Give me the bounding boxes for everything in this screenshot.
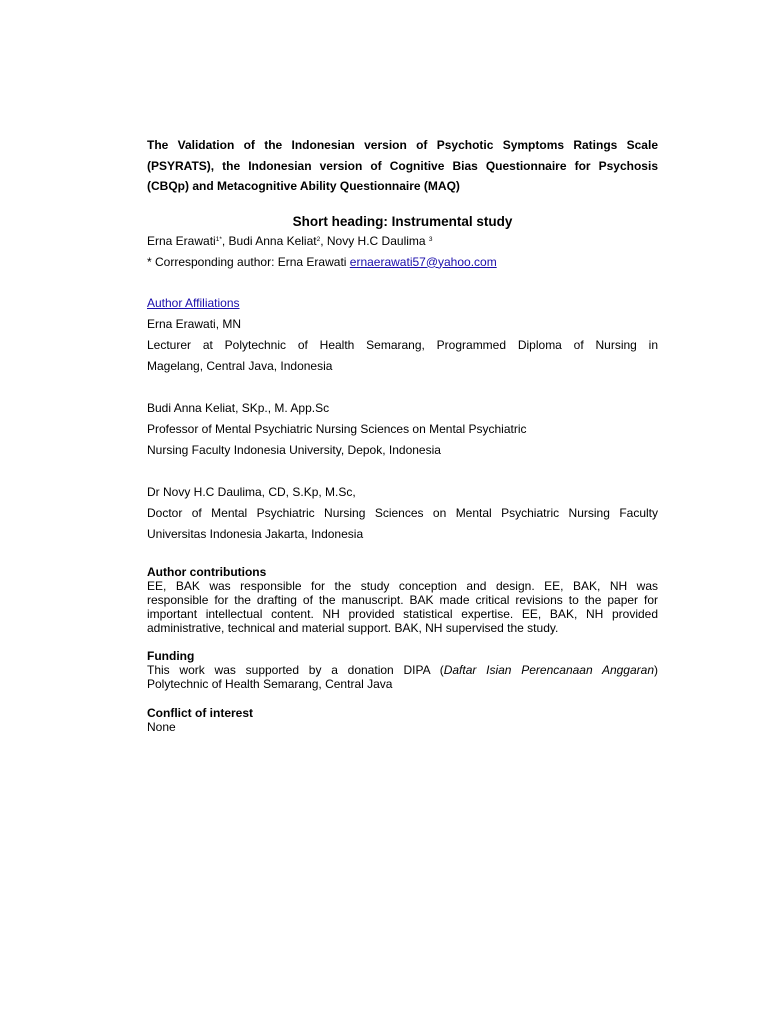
contributions-line-4: administrative, technical and material support. BAK, NH supervised the study. [147, 621, 559, 636]
affiliation-2-line-2: Nursing Faculty Indonesia University, Depok, Indonesia [147, 442, 441, 457]
author-2-sup: 2 [316, 235, 321, 243]
conflict-heading: Conflict of interest [147, 706, 254, 721]
affiliation-3-text [147, 503, 658, 545]
author-1: Erna Erawati [147, 233, 216, 248]
title-line-2: (PSYRATS), the Indonesian version of Cognitive Bias Questionnaire for Psychosis [147, 158, 658, 173]
funding-text-before: This work was supported by a donation DIPA ( [147, 662, 444, 677]
author-separator-1: , Budi Anna Keliat [221, 233, 317, 248]
author-3-sup: 3 [428, 235, 433, 243]
funding-text-after: ) [654, 662, 658, 677]
short-heading: Short heading: Instrumental study [292, 213, 513, 229]
affiliation-1-line-1: Lecturer at Polytechnic of Health Semarang, Programmed Diploma of Nursing in [147, 337, 658, 352]
contributions-heading: Author contributions [147, 564, 267, 579]
corresponding-author [147, 252, 658, 273]
funding-line-2: Polytechnic of Health Semarang, Central Java [147, 676, 393, 691]
author-separator-2: , Novy H.C Daulima [320, 233, 426, 248]
affiliation-3-name: Dr Novy H.C Daulima, CD, S.Kp, M.Sc, [147, 484, 356, 499]
affiliation-1-name: Erna Erawati, MN [147, 316, 242, 331]
contributions-line-1: EE, BAK was responsible for the study conception and design. EE, BAK, NH was [147, 578, 658, 593]
spacer [147, 691, 658, 706]
funding-body [147, 663, 658, 692]
author-1-sup: 1* [215, 235, 222, 243]
spacer [147, 545, 658, 565]
affiliation-2-name: Budi Anna Keliat, SKp., M. App.Sc [147, 400, 330, 415]
document-page [147, 135, 658, 735]
spacer [147, 636, 658, 649]
paper-title [147, 135, 658, 197]
funding-italic: Daftar Isian Perencanaan Anggaran [443, 662, 654, 677]
affiliation-1-text [147, 335, 658, 377]
contributions-body [147, 579, 658, 636]
title-line-3: (CBQp) and Metacognitive Ability Questionnaire (MAQ) [147, 179, 460, 193]
contributions-line-2: responsible for the drafting of the manuscript. BAK made critical revisions to the paper for [147, 592, 658, 607]
affiliation-1-line-2: Magelang, Central Java, Indonesia [147, 358, 333, 373]
spacer [147, 377, 658, 398]
title-line-1: The Validation of the Indonesian version of Psychotic Symptoms Ratings Scale [147, 138, 658, 152]
corresponding-label: * Corresponding author: Erna Erawati [147, 254, 350, 269]
funding-heading: Funding [147, 648, 195, 663]
author-affiliations-link[interactable]: Author Affiliations [147, 295, 240, 310]
funding-line-1 [147, 663, 658, 677]
affiliation-2-line-1: Professor of Mental Psychiatric Nursing Sciences on Mental Psychiatric [147, 421, 527, 436]
affiliation-3-line-1: Doctor of Mental Psychiatric Nursing Sciences on Mental Psychiatric Nursing Faculty [147, 505, 658, 520]
author-list [147, 231, 658, 252]
conflict-text: None [147, 720, 176, 735]
corresponding-email-link[interactable]: ernaerawati57@yahoo.com [349, 254, 497, 269]
affiliation-3-line-2: Universitas Indonesia Jakarta, Indonesia [147, 526, 364, 541]
contributions-line-3: important intellectual content. NH provided statistical expertise. EE, BAK, NH provided [147, 607, 658, 622]
spacer [147, 461, 658, 482]
